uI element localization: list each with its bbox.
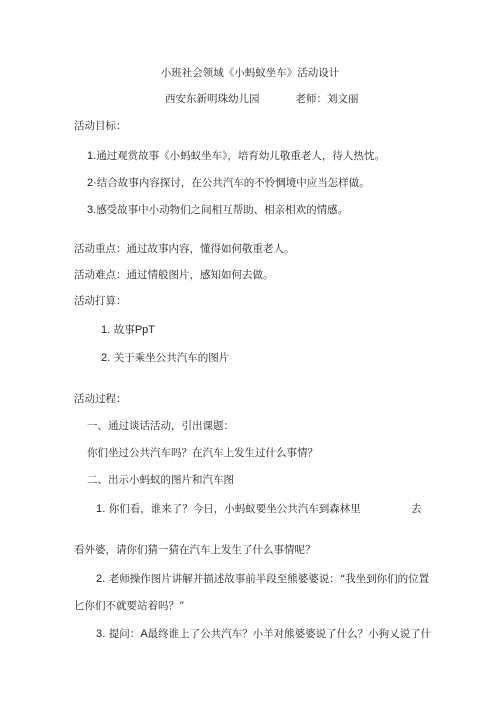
- process-heading: 活动过程：: [74, 393, 127, 405]
- goal-text: 结合故事内容探讨，在公共汽车的不怜惆境中应当怎样做。: [96, 177, 370, 189]
- point-text: . 提问：: [102, 628, 141, 640]
- prep-text: . 关于乘坐公共汽车的图片: [107, 352, 230, 364]
- point-text: . 你们看，谁来了？今日，小蚂蚁要坐公共汽车到森林里: [102, 503, 361, 515]
- goal-item-3: [87, 203, 348, 217]
- process-point-2-continued: 匕你们不就要站着吗？”: [74, 600, 185, 612]
- prep-item-1: [101, 323, 155, 337]
- prep-number: 1: [101, 324, 108, 336]
- goals-heading: 活动目标：: [74, 120, 127, 132]
- process-point-1: [96, 502, 361, 516]
- goal-number: 1.: [87, 150, 97, 162]
- goal-item-2: [87, 176, 370, 190]
- prep-number: 2: [101, 352, 108, 364]
- prep-item-2: [101, 351, 229, 365]
- process-point-1-continued: 看外婆，请你们猜一猜在汽车上发生了什么事情呢？: [74, 544, 316, 556]
- point-letter: A: [140, 628, 148, 640]
- prep-extra: PpT: [134, 324, 155, 336]
- teacher-name: 老师：刘文丽: [295, 93, 359, 105]
- prep-text: . 故事: [107, 324, 135, 336]
- school-name: 西安东新明珠幼儿园: [165, 93, 260, 105]
- point-text-rest: 最终谁上了公共汽车？小羊对熊婆婆说了什么？小狗乂说了什: [147, 628, 432, 640]
- process-step-1: 一、通过谈话活动，引出课题：: [87, 420, 234, 432]
- point-number: 2: [96, 573, 103, 585]
- process-step-2: 二、出示小蚂蚁的图片和汽车图: [87, 474, 234, 486]
- process-point-1-end: 去: [411, 503, 422, 515]
- author-line: [165, 92, 359, 106]
- goal-number: 3.: [87, 204, 97, 216]
- document-title: 小班社会领域《小蚂蚁坐车》活动设计: [160, 67, 340, 79]
- process-point-3: [96, 627, 431, 641]
- process-step-1-question: 你们坐过公共汽车吗？在汽车上发生过什么事情？: [87, 447, 318, 459]
- prep-heading: 活动打算：: [74, 295, 127, 307]
- goal-text: 通过观赏故事《小蚂蚁坐车》，培育幼儿敬重老人，待人热忱。: [96, 150, 385, 162]
- point-number: 1: [96, 503, 103, 515]
- goal-number: 2·: [87, 177, 97, 189]
- process-point-2: [96, 572, 429, 586]
- goal-item-1: [87, 149, 385, 163]
- focus-line: 活动重点：通过故事内容，懂得如何敬重老人。: [74, 243, 295, 255]
- point-number: 3: [96, 628, 103, 640]
- point-text: . 老师操作图片讲解并描述故事前半段至熊婆婆说：“我坐到你们的位置: [102, 573, 430, 585]
- difficulty-line: 活动难点：通过情般图片，感知如何去做。: [74, 269, 274, 281]
- goal-text: 感受故事中小动物们之间相互帮助、相亲相欢的情感。: [96, 204, 349, 216]
